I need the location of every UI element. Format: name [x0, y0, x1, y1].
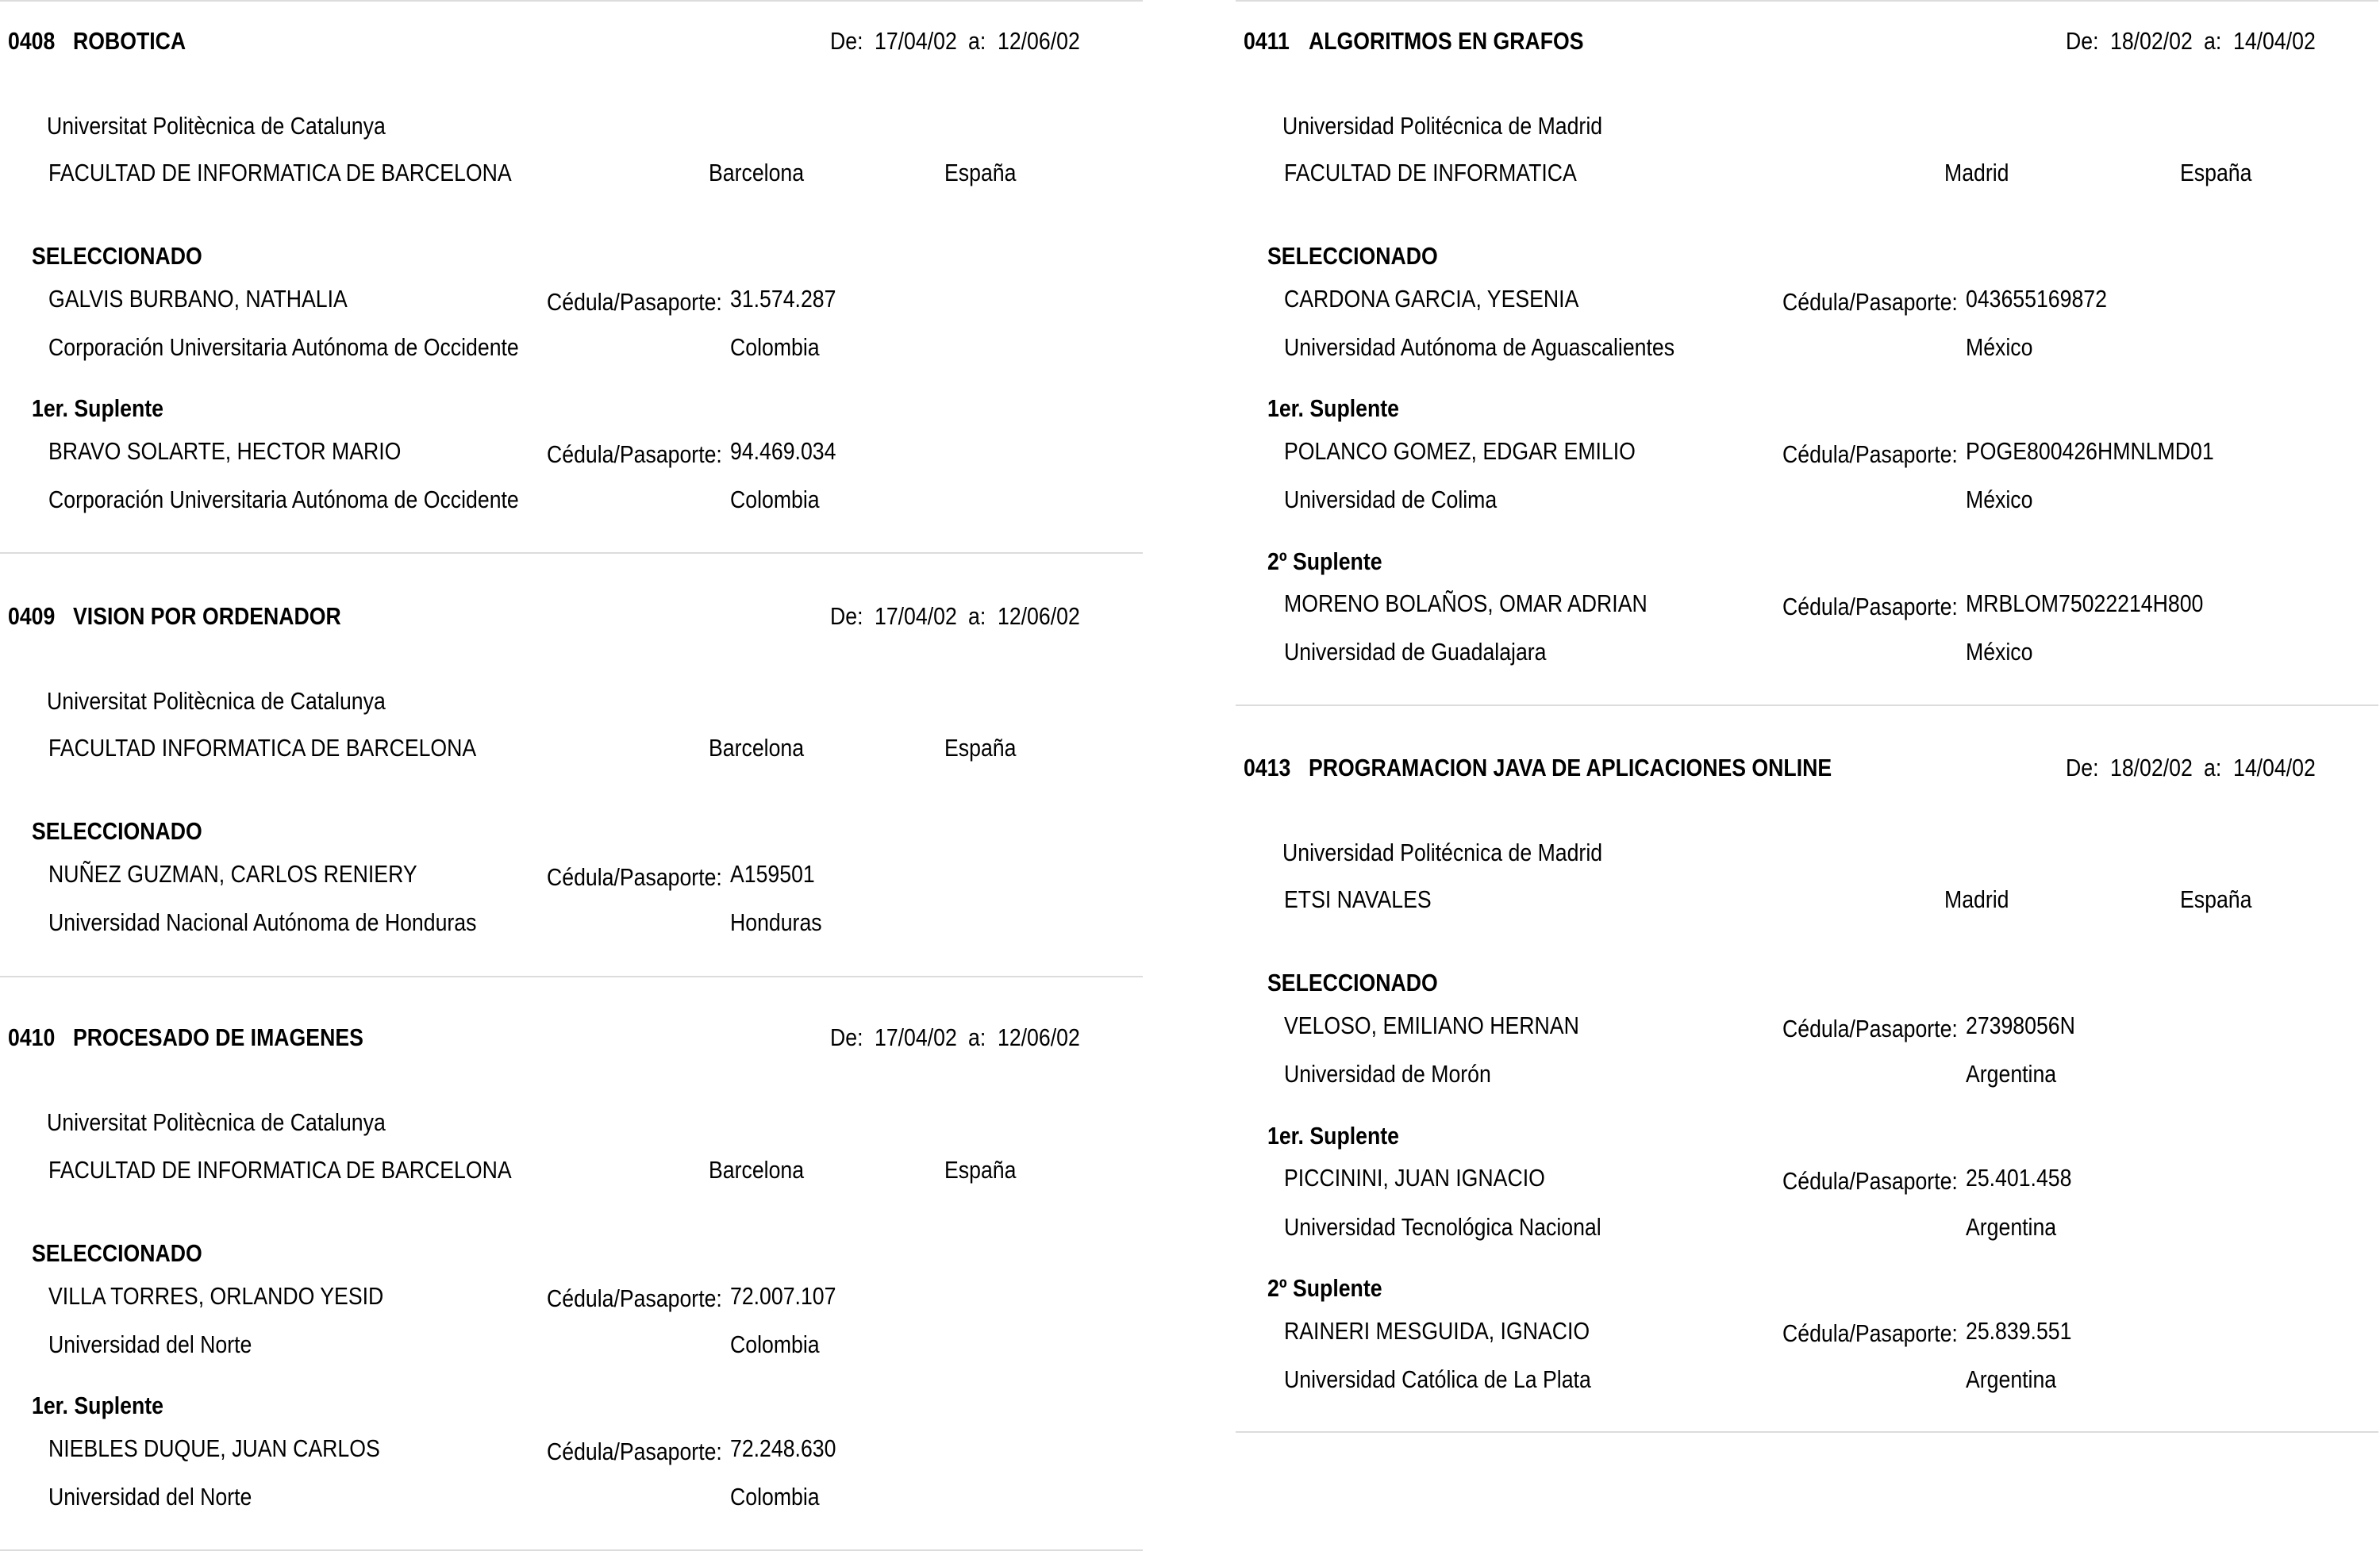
course-title: PROGRAMACION JAVA DE APLICACIONES ONLINE	[1309, 754, 1832, 781]
candidate-country: Argentina	[1966, 1060, 2057, 1088]
host-country: España	[944, 734, 1017, 762]
candidate-institution: Universidad del Norte	[48, 1330, 252, 1358]
candidate-name: RAINERI MESGUIDA, IGNACIO	[1284, 1317, 1590, 1345]
date-from-label: De:	[830, 1023, 863, 1051]
candidate-country: Argentina	[1966, 1365, 2057, 1393]
host-city: Madrid	[1944, 159, 2009, 186]
candidate-role: 1er. Suplente	[32, 1392, 163, 1419]
date-from-label: De:	[2066, 754, 2099, 781]
date-to: 12/06/02	[998, 1023, 1080, 1051]
date-to: 12/06/02	[998, 602, 1080, 630]
candidate-id: 25.839.551	[1966, 1317, 2072, 1345]
date-to-label: a:	[2204, 754, 2222, 781]
course-code: 0409	[8, 602, 56, 630]
candidate-institution: Universidad de Colima	[1284, 486, 1498, 513]
candidate-role: 2º Suplente	[1267, 1274, 1382, 1302]
course-title: PROCESADO DE IMAGENES	[73, 1023, 363, 1051]
host-country: España	[2180, 159, 2252, 186]
candidate-institution: Universidad Tecnológica Nacional	[1284, 1213, 1601, 1241]
candidate-name: CARDONA GARCIA, YESENIA	[1284, 285, 1579, 313]
candidate-institution: Universidad Autónoma de Aguascalientes	[1284, 333, 1675, 361]
candidate-id: 27398056N	[1966, 1012, 2075, 1039]
candidate-id: 043655169872	[1966, 285, 2107, 313]
cedula-label: Cédula/Pasaporte:	[1782, 593, 1958, 620]
candidate-country: México	[1966, 333, 2033, 361]
host-university: Universidad Politécnica de Madrid	[1282, 112, 1603, 140]
candidate-id: 31.574.287	[730, 285, 836, 313]
section-divider	[0, 0, 1143, 2]
date-from: 17/04/02	[875, 27, 957, 55]
candidate-institution: Universidad de Guadalajara	[1284, 638, 1547, 666]
host-faculty: FACULTAD DE INFORMATICA DE BARCELONA	[48, 1156, 512, 1184]
candidate-country: Colombia	[730, 333, 820, 361]
host-university: Universitat Politècnica de Catalunya	[47, 112, 386, 140]
cedula-label: Cédula/Pasaporte:	[1782, 1319, 1958, 1347]
course-title: ALGORITMOS EN GRAFOS	[1309, 27, 1584, 55]
date-to-label: a:	[2204, 27, 2222, 55]
candidate-country: Colombia	[730, 1483, 820, 1511]
candidate-name: NIEBLES DUQUE, JUAN CARLOS	[48, 1434, 380, 1462]
date-from: 18/02/02	[2110, 754, 2193, 781]
date-from-label: De:	[830, 27, 863, 55]
date-to-label: a:	[968, 27, 986, 55]
date-to-label: a:	[968, 1023, 986, 1051]
host-country: España	[2180, 885, 2252, 913]
candidate-name: VILLA TORRES, ORLANDO YESID	[48, 1282, 384, 1310]
section-divider	[0, 552, 1143, 554]
candidate-country: Colombia	[730, 486, 820, 513]
candidate-institution: Universidad Católica de La Plata	[1284, 1365, 1591, 1393]
cedula-label: Cédula/Pasaporte:	[547, 440, 722, 468]
course-code: 0411	[1244, 27, 1290, 55]
course-title: VISION POR ORDENADOR	[73, 602, 341, 630]
course-code: 0408	[8, 27, 56, 55]
cedula-label: Cédula/Pasaporte:	[1782, 1015, 1958, 1042]
date-to: 14/04/02	[2233, 754, 2316, 781]
cedula-label: Cédula/Pasaporte:	[1782, 1167, 1958, 1195]
candidate-institution: Universidad Nacional Autónoma de Honduras	[48, 908, 477, 936]
candidate-name: VELOSO, EMILIANO HERNAN	[1284, 1012, 1579, 1039]
candidate-role: SELECCIONADO	[32, 1239, 202, 1267]
host-faculty: ETSI NAVALES	[1284, 885, 1432, 913]
cedula-label: Cédula/Pasaporte:	[547, 1284, 722, 1312]
cedula-label: Cédula/Pasaporte:	[547, 863, 722, 891]
course-title: ROBOTICA	[73, 27, 186, 55]
candidate-id: POGE800426HMNLMD01	[1966, 437, 2214, 465]
section-divider	[1236, 1431, 2378, 1433]
candidate-country: Honduras	[730, 908, 822, 936]
candidate-institution: Universidad de Morón	[1284, 1060, 1491, 1088]
host-city: Madrid	[1944, 885, 2009, 913]
section-divider	[1236, 704, 2378, 706]
candidate-name: GALVIS BURBANO, NATHALIA	[48, 285, 348, 313]
date-from: 18/02/02	[2110, 27, 2193, 55]
candidate-role: SELECCIONADO	[1267, 969, 1438, 996]
host-city: Barcelona	[709, 159, 805, 186]
course-code: 0413	[1244, 754, 1291, 781]
candidate-id: 25.401.458	[1966, 1164, 2072, 1192]
date-from-label: De:	[2066, 27, 2099, 55]
cedula-label: Cédula/Pasaporte:	[1782, 288, 1958, 316]
date-from: 17/04/02	[875, 1023, 957, 1051]
candidate-institution: Universidad del Norte	[48, 1483, 252, 1511]
host-faculty: FACULTAD INFORMATICA DE BARCELONA	[48, 734, 477, 762]
candidate-id: 72.007.107	[730, 1282, 836, 1310]
candidate-id: 72.248.630	[730, 1434, 836, 1462]
host-university: Universitat Politècnica de Catalunya	[47, 687, 386, 715]
candidate-name: MORENO BOLAÑOS, OMAR ADRIAN	[1284, 589, 1648, 617]
candidate-country: Argentina	[1966, 1213, 2057, 1241]
candidate-name: NUÑEZ GUZMAN, CARLOS RENIERY	[48, 860, 417, 888]
host-faculty: FACULTAD DE INFORMATICA DE BARCELONA	[48, 159, 512, 186]
candidate-role: 1er. Suplente	[32, 394, 163, 422]
candidate-role: SELECCIONADO	[32, 242, 202, 270]
course-code: 0410	[8, 1023, 56, 1051]
candidate-id: MRBLOM75022214H800	[1966, 589, 2204, 617]
candidate-role: SELECCIONADO	[32, 817, 202, 845]
host-university: Universidad Politécnica de Madrid	[1282, 839, 1603, 866]
candidate-id: 94.469.034	[730, 437, 836, 465]
candidate-country: Colombia	[730, 1330, 820, 1358]
host-city: Barcelona	[709, 734, 805, 762]
candidate-institution: Corporación Universitaria Autónoma de Occidente	[48, 486, 519, 513]
candidate-country: México	[1966, 638, 2033, 666]
candidate-country: México	[1966, 486, 2033, 513]
host-country: España	[944, 1156, 1017, 1184]
host-university: Universitat Politècnica de Catalunya	[47, 1108, 386, 1136]
date-from: 17/04/02	[875, 602, 957, 630]
candidate-role: 1er. Suplente	[1267, 1122, 1399, 1150]
candidate-name: POLANCO GOMEZ, EDGAR EMILIO	[1284, 437, 1636, 465]
cedula-label: Cédula/Pasaporte:	[1782, 440, 1958, 468]
date-to: 12/06/02	[998, 27, 1080, 55]
cedula-label: Cédula/Pasaporte:	[547, 288, 722, 316]
candidate-institution: Corporación Universitaria Autónoma de Occidente	[48, 333, 519, 361]
candidate-role: SELECCIONADO	[1267, 242, 1438, 270]
candidate-role: 1er. Suplente	[1267, 394, 1399, 422]
section-divider	[1236, 0, 2378, 2]
section-divider	[0, 976, 1143, 977]
date-to: 14/04/02	[2233, 27, 2316, 55]
cedula-label: Cédula/Pasaporte:	[547, 1438, 722, 1465]
date-to-label: a:	[968, 602, 986, 630]
candidate-name: PICCININI, JUAN IGNACIO	[1284, 1164, 1545, 1192]
host-city: Barcelona	[709, 1156, 805, 1184]
candidate-name: BRAVO SOLARTE, HECTOR MARIO	[48, 437, 402, 465]
candidate-role: 2º Suplente	[1267, 547, 1382, 575]
date-from-label: De:	[830, 602, 863, 630]
host-country: España	[944, 159, 1017, 186]
candidate-id: A159501	[730, 860, 815, 888]
host-faculty: FACULTAD DE INFORMATICA	[1284, 159, 1577, 186]
